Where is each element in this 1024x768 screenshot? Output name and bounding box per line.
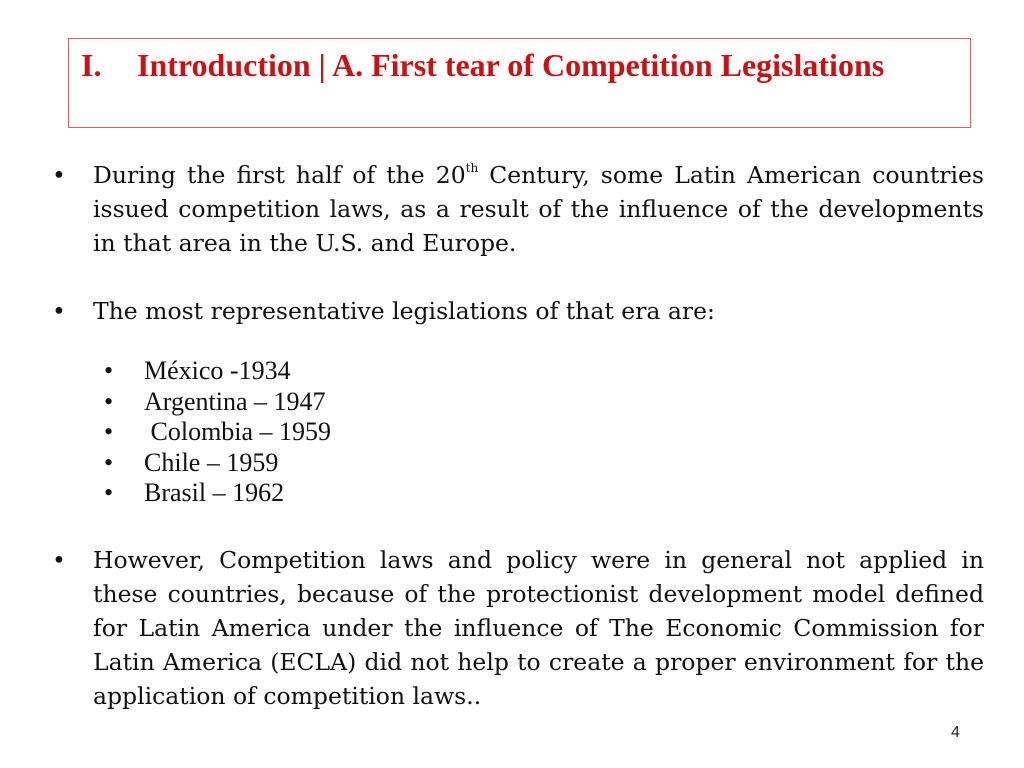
bullet-item-2: [52, 294, 984, 328]
title-text: Introduction | A. First tear of Competition Legislations: [137, 47, 885, 83]
list-item-text: Chile – 1959: [144, 447, 279, 477]
bullet-icon: •: [104, 356, 114, 385]
list-item-text: México -1934: [144, 356, 291, 385]
bullet-icon: •: [52, 161, 66, 189]
bullet-icon: •: [52, 546, 66, 574]
bullet-item-1: [52, 158, 984, 260]
bullet-icon: •: [104, 386, 114, 416]
superscript: th: [465, 161, 479, 176]
title-box: [68, 38, 971, 128]
bullet-text: However, Competition laws and policy were in general not applied in these countries, because of the protectionist development model defined for Latin America under the influence of The Economic Commission for Latin America (ECLA) did not help to create a proper environment for the application of competition laws..: [93, 546, 984, 710]
bullet-icon: •: [104, 478, 114, 507]
bullet-icon: •: [104, 417, 114, 446]
bullet-icon: •: [52, 297, 66, 325]
page-number: 4: [951, 724, 960, 741]
list-item-text: Brasil – 1962: [144, 478, 285, 507]
legislation-list: [104, 356, 331, 509]
slide-title: [81, 47, 884, 84]
list-item-text: Colombia – 1959: [144, 417, 332, 446]
list-item: [104, 448, 331, 479]
list-item: [104, 387, 331, 418]
bullet-text-part: During the first half of the 20: [93, 161, 466, 189]
list-item: [104, 417, 331, 448]
bullet-item-3: [52, 543, 984, 713]
bullet-text: The most representative legislations of that era are:: [93, 297, 715, 325]
section-number: I.: [81, 47, 102, 83]
bullet-text: [93, 158, 984, 260]
list-item: [104, 356, 331, 387]
bullet-icon: •: [104, 447, 114, 477]
list-item-text: Argentina – 1947: [144, 386, 326, 416]
bullet-text-part: Century, some Latin American countries issued competition laws, as a result of the influence of the developments in that area in the U.S. and Europe.: [93, 161, 984, 257]
list-item: [104, 478, 331, 509]
